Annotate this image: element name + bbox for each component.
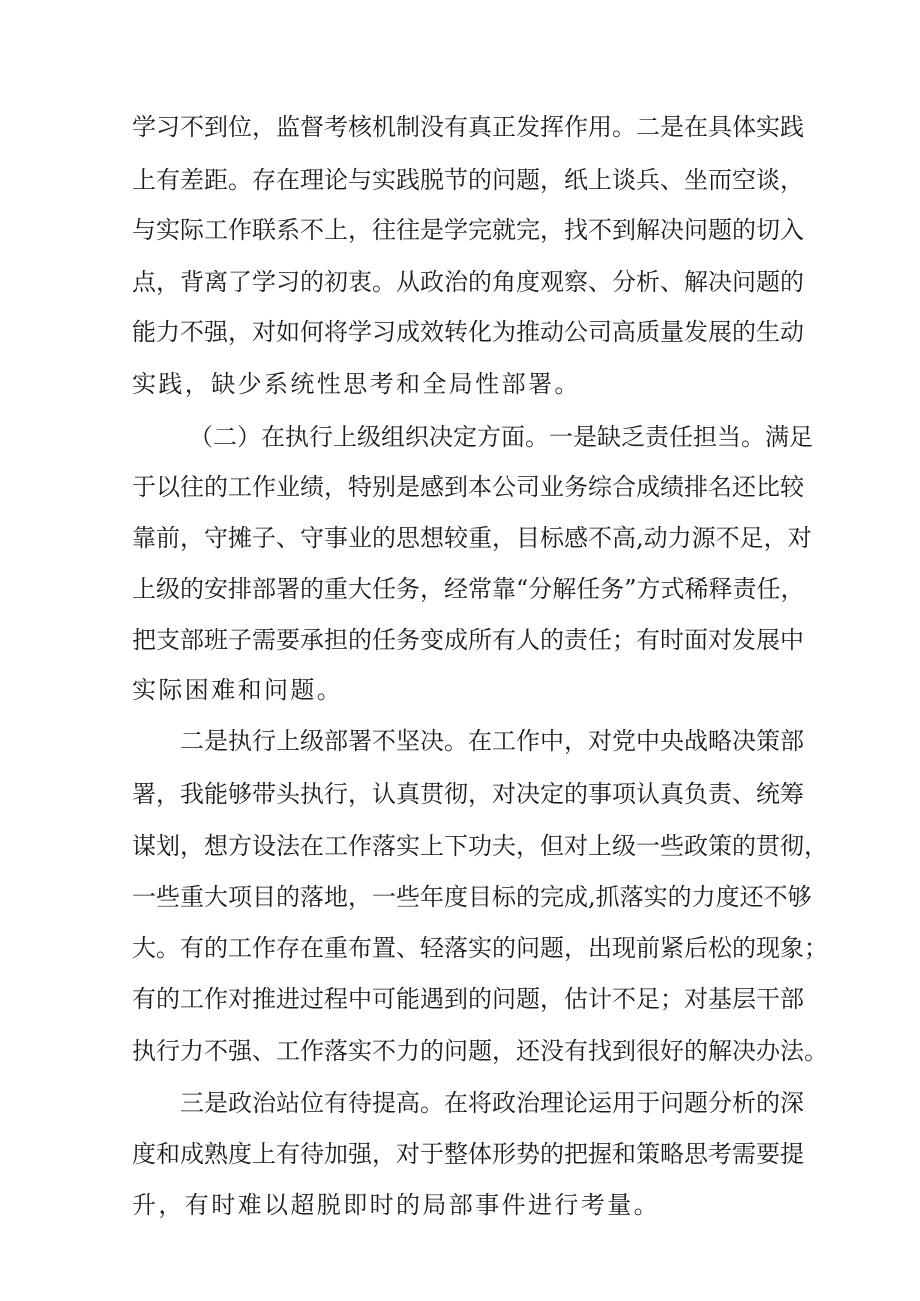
paragraph-3-line-7: 执行力不强、工作落实不力的问题，还没有找到很好的解决办法。	[132, 1037, 828, 1065]
paragraph-3-line-1: 二是执行上级部署不坚决。在工作中，对党中央战略决策部	[180, 727, 804, 755]
paragraph-2-line-3: 靠前，守摊子、守事业的思想较重，目标感不高,动力源不足，对	[132, 524, 812, 552]
paragraph-1-line-6: 实践，缺少系统性思考和全局性部署。	[132, 370, 581, 398]
paragraph-2-line-5: 把支部班子需要承担的任务变成所有人的责任；有时面对发展中	[132, 626, 804, 654]
paragraph-3-line-4: 一些重大项目的落地，一些年度目标的完成,抓落实的力度还不够	[132, 883, 812, 911]
paragraph-1-line-2: 上有差距。存在理论与实践脱节的问题，纸上谈兵、坐而空谈，	[132, 166, 804, 194]
paragraph-3-line-6: 有的工作对推进过程中可能遇到的问题，估计不足；对基层干部	[132, 985, 804, 1013]
paragraph-1-line-3: 与实际工作联系不上，往往是学完就完，找不到解决问题的切入	[132, 216, 804, 244]
paragraph-4-line-2: 度和成熟度上有待加强，对于整体形势的把握和策略思考需要提	[132, 1140, 804, 1168]
paragraph-2-line-4: 上级的安排部署的重大任务，经常靠“分解任务”方式稀释责任，	[132, 575, 805, 603]
paragraph-1-line-4: 点，背离了学习的初衷。从政治的角度观察、分析、解决问题的	[132, 268, 804, 296]
paragraph-2-line-2: 于以往的工作业绩，特别是感到本公司业务综合成绩排名还比较	[132, 473, 804, 501]
paragraph-4-line-3: 升，有时难以超脱即时的局部事件进行考量。	[132, 1191, 660, 1219]
paragraph-3-line-2: 署，我能够带头执行，认真贯彻，对决定的事项认真负责、统筹	[132, 780, 804, 808]
paragraph-1-line-5: 能力不强，对如何将学习成效转化为推动公司高质量发展的生动	[132, 318, 804, 346]
paragraph-2-line-1: （二）在执行上级组织决定方面。一是缺乏责任担当。满足	[189, 423, 813, 451]
paragraph-3-line-3: 谋划，想方设法在工作落实上下功夫，但对上级一些政策的贯彻，	[132, 832, 828, 860]
paragraph-4-line-1: 三是政治站位有待提高。在将政治理论运用于问题分析的深	[180, 1089, 804, 1117]
paragraph-2-line-6: 实际困难和问题。	[132, 676, 344, 704]
paragraph-1-line-1: 学习不到位，监督考核机制没有真正发挥作用。二是在具体实践	[132, 113, 804, 141]
paragraph-3-line-5: 大。有的工作存在重布置、轻落实的问题，出现前紧后松的现象；	[132, 934, 828, 962]
